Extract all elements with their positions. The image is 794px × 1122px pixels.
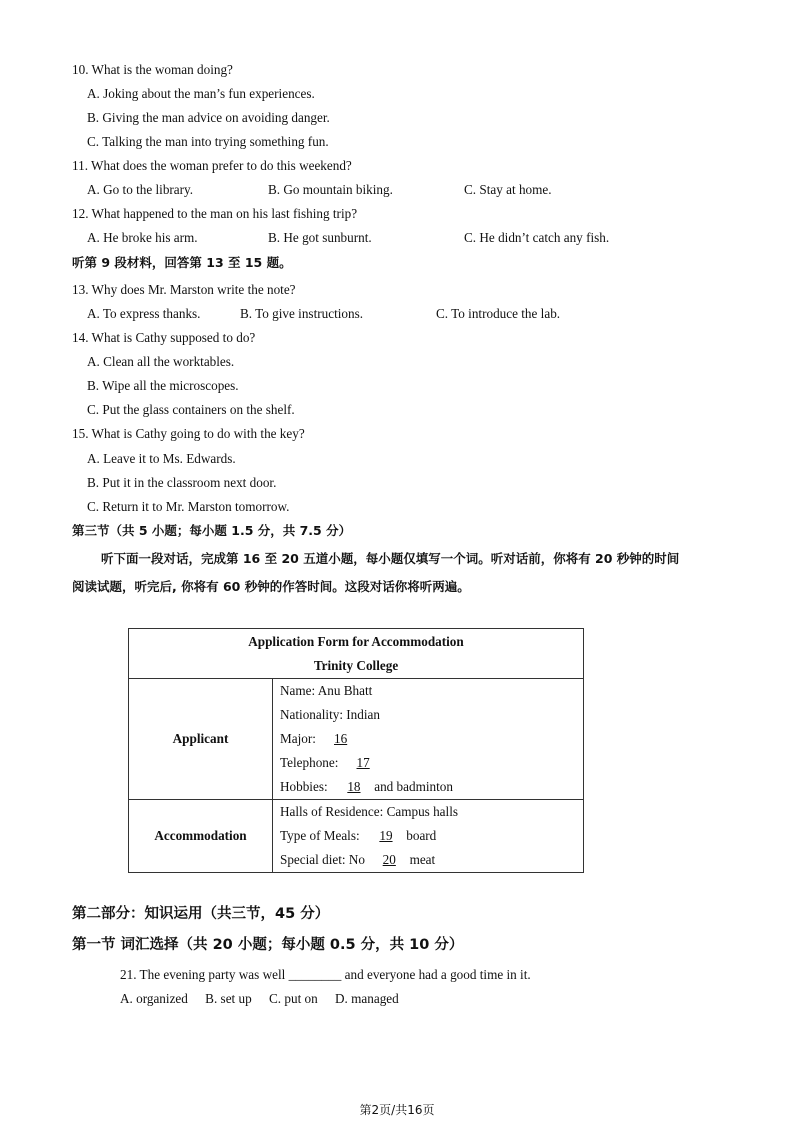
section-9-instruction: 听第 9 段材料，回答第 13 至 15 题。 (72, 255, 292, 270)
diet-after: meat (409, 852, 436, 867)
blank-20: 20 (382, 852, 396, 867)
applicant-details (273, 679, 584, 800)
question-11-option-c: C. Stay at home. (464, 182, 552, 197)
part-2-section-1-title: 第一节 词汇选择（共 20 小题；每小题 0.5 分，共 10 分） (72, 937, 464, 953)
blank-19: 19 (379, 828, 393, 843)
halls-of-residence: Halls of Residence: Campus halls (280, 804, 458, 819)
question-10-option-a: A. Joking about the man’s fun experiences. (87, 86, 315, 101)
meals-label: Type of Meals: (280, 828, 360, 843)
question-10-stem: 10. What is the woman doing? (72, 62, 233, 77)
form-subtitle: Trinity College (313, 658, 399, 673)
telephone-label: Telephone: (280, 755, 339, 770)
blank-18: 18 (347, 779, 361, 794)
applicant-telephone (280, 751, 583, 775)
blank-16: 16 (334, 731, 348, 746)
part-2-title: 第二部分：知识运用（共三节，45 分） (72, 906, 330, 922)
hobbies-label: Hobbies: (280, 779, 328, 794)
section-3-instruction-line-2: 阅读试题，听完后, 你将有 60 秒钟的作答时间。这段对话你将听两遍。 (72, 579, 470, 594)
diet-label: Special diet: No (280, 852, 365, 867)
question-13-stem: 13. Why does Mr. Marston write the note? (72, 282, 296, 297)
type-of-meals (280, 824, 583, 848)
applicant-label: Applicant (129, 679, 273, 800)
question-21-option-b: B. set up (205, 991, 252, 1006)
question-12-option-a: A. He broke his arm. (87, 230, 198, 245)
question-21-option-a: A. organized (120, 991, 188, 1006)
question-14-stem: 14. What is Cathy supposed to do? (72, 330, 256, 345)
question-15-stem: 15. What is Cathy going to do with the key? (72, 426, 305, 441)
applicant-nationality: Nationality: Indian (280, 707, 380, 722)
question-14-option-b: B. Wipe all the microscopes. (87, 378, 239, 393)
question-13-option-a: A. To express thanks. (87, 306, 201, 321)
question-21-option-c: C. put on (269, 991, 318, 1006)
question-12-option-b: B. He got sunburnt. (268, 230, 372, 245)
question-15-option-b: B. Put it in the classroom next door. (87, 475, 277, 490)
accommodation-details (273, 800, 584, 873)
question-15-option-a: A. Leave it to Ms. Edwards. (87, 451, 236, 466)
question-21-options (120, 991, 399, 1007)
question-21-stem: 21. The evening party was well ________ and everyone had a good time in it. (120, 967, 531, 982)
section-3-instruction-line-1: 听下面一段对话，完成第 16 至 20 五道小题，每小题仅填写一个词。听对话前，你将有 20 秒钟的时间 (101, 551, 680, 566)
applicant-hobbies (280, 775, 583, 799)
question-11-option-a: A. Go to the library. (87, 182, 194, 197)
question-21-option-d: D. managed (335, 991, 399, 1006)
applicant-name: Name: Anu Bhatt (280, 683, 373, 698)
question-11-stem: 11. What does the woman prefer to do this weekend? (72, 158, 352, 173)
blank-17: 17 (356, 755, 370, 770)
question-13-option-b: B. To give instructions. (240, 306, 364, 321)
question-15-option-c: C. Return it to Mr. Marston tomorrow. (87, 499, 290, 514)
page-number-footer: 第2页/共16页 (359, 1103, 435, 1117)
question-10-option-b: B. Giving the man advice on avoiding danger. (87, 110, 330, 125)
meals-after: board (406, 828, 437, 843)
question-14-option-c: C. Put the glass containers on the shelf. (87, 402, 295, 417)
accommodation-label: Accommodation (129, 800, 273, 873)
form-title: Application Form for Accommodation (248, 634, 464, 649)
major-label: Major: (280, 731, 316, 746)
question-12-option-c: C. He didn’t catch any fish. (464, 230, 610, 245)
section-3-title: 第三节（共 5 小题；每小题 1.5 分，共 7.5 分） (72, 523, 352, 538)
question-10-option-c: C. Talking the man into trying something fun. (87, 134, 329, 149)
question-14-option-a: A. Clean all the worktables. (87, 354, 235, 369)
question-11-option-b: B. Go mountain biking. (268, 182, 393, 197)
form-title-cell (129, 629, 584, 679)
question-13-option-c: C. To introduce the lab. (436, 306, 561, 321)
accommodation-form-table (128, 628, 584, 873)
applicant-major (280, 727, 583, 751)
hobbies-after: and badminton (374, 779, 453, 794)
question-12-stem: 12. What happened to the man on his last fishing trip? (72, 206, 358, 221)
special-diet (280, 848, 583, 872)
